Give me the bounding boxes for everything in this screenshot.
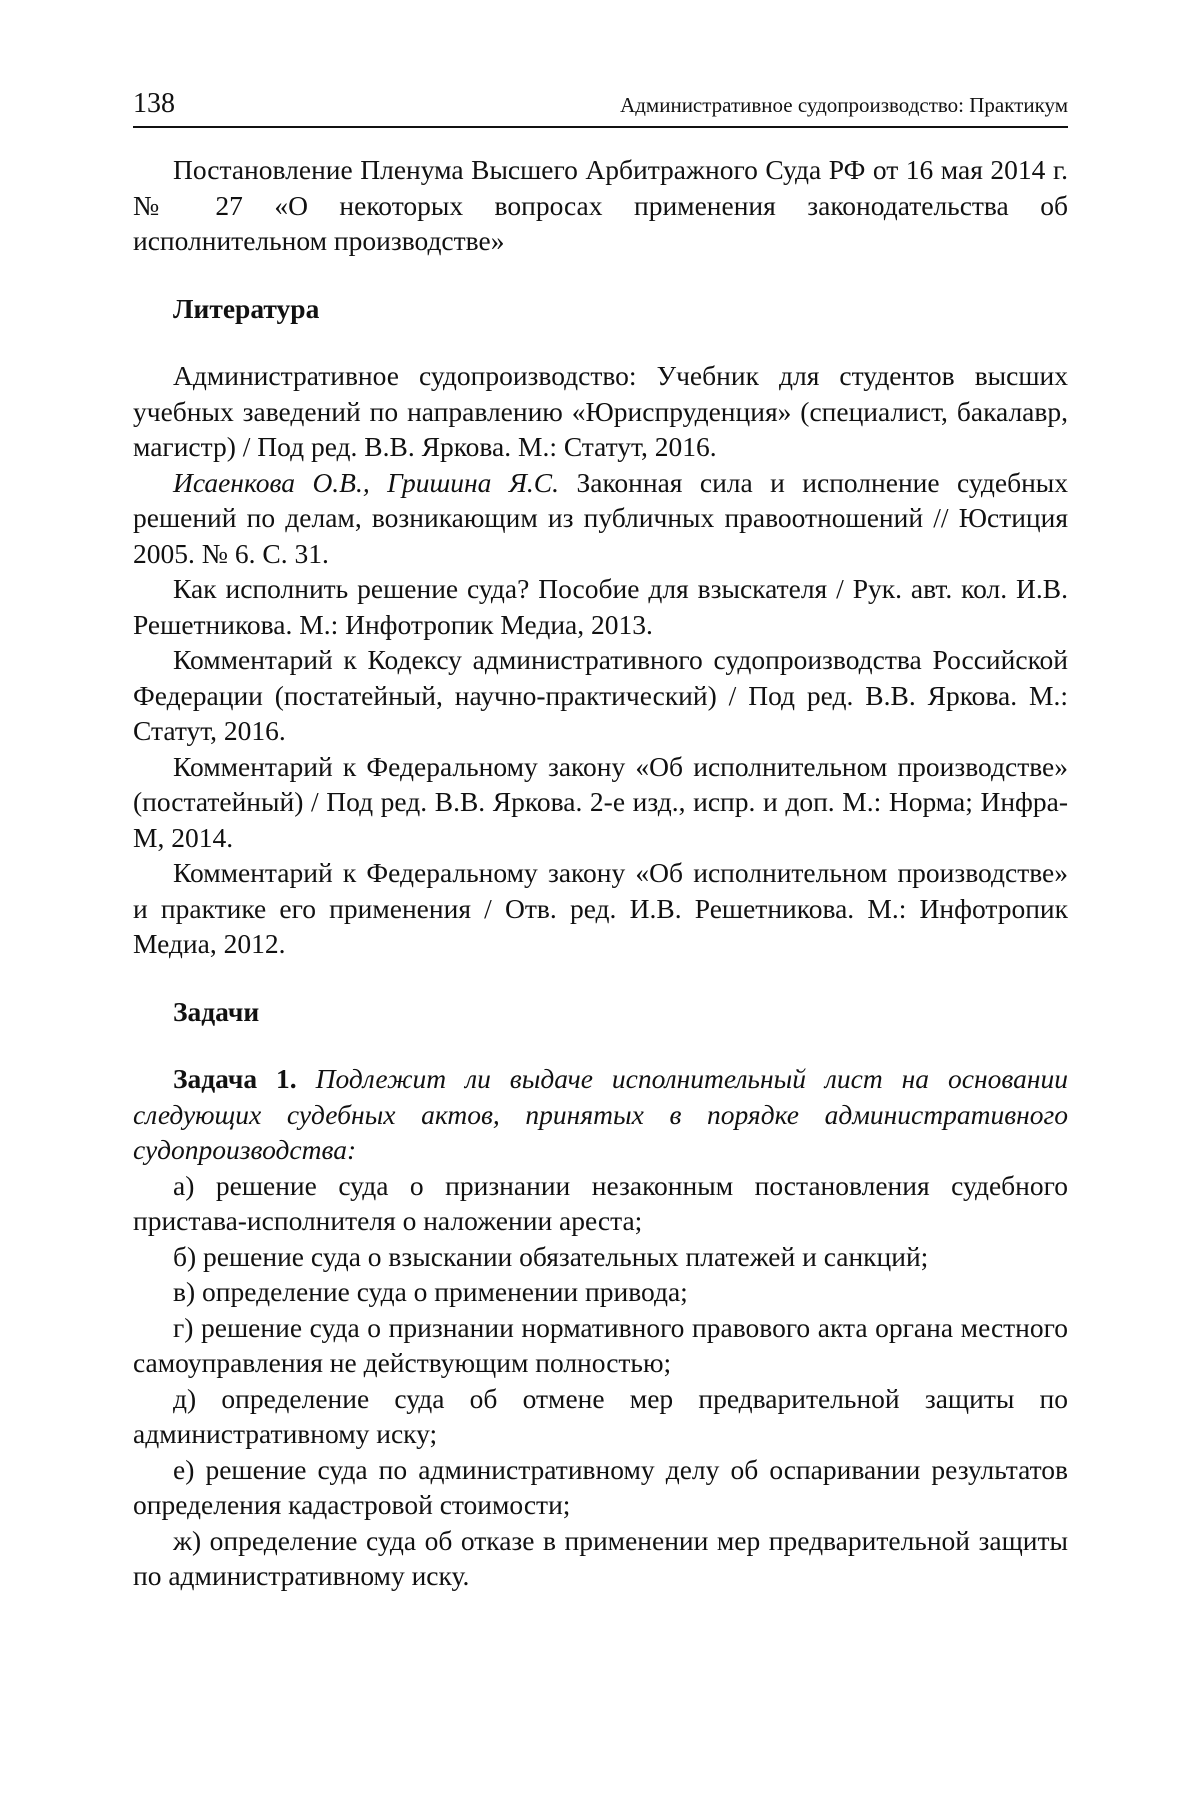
literature-item: [133, 642, 1068, 749]
book-page: [133, 78, 1068, 1768]
page-header: [133, 78, 1068, 128]
task-option: г) решение суда о признании нормативного правового акта органа местного самоуправления не действующим полностью;: [133, 1311, 1068, 1378]
literature-item-text: Комментарий к Кодексу административного судопроизводства Российской Федерации (постатейный, научно-практический) / Под ред. В.В. Яркова. М.: Статут, 2016.: [133, 644, 1068, 746]
literature-item: [133, 465, 1068, 572]
literature-item-text: Комментарий к Федеральному закону «Об исполнительном производстве» и практике его применения / Отв. ред. И.В. Решетникова. М.: Инфотропик Медиа, 2012.: [133, 857, 1068, 959]
task-1-question: [133, 1061, 1068, 1168]
literature-item-text: Как исполнить решение суда? Пособие для взыскателя / Рук. авт. кол. И.В. Решетникова. М.: Инфотропик Медиа, 2013.: [133, 573, 1068, 640]
literature-item-text: Законная сила и исполнение судебных решений по делам, возникающим из публичных правоотношений // Юстиция 2005. № 6. С. 31.: [133, 466, 1069, 569]
literature-item-text: Комментарий к Федеральному закону «Об исполнительном производстве» (постатейный) / Под ред. В.В. Яркова. 2-е изд., испр. и доп. М.: Норма; Инфра-М, 2014.: [133, 750, 1068, 853]
tasks-heading: Задачи: [173, 995, 260, 1027]
literature-heading: Литература: [173, 292, 320, 324]
intro-paragraph: Постановление Пленума Высшего Арбитражного Суда РФ от 16 мая 2014 г. № 27 «О некоторых вопросах применения законодательства об исполнительном производстве»: [133, 154, 1068, 256]
literature-item-text: Административное судопроизводство: Учебник для студентов высших учебных заведений по направлению «Юриспруденция» (специалист, бакалавр, магистр) / Под ред. В.В. Яркова. М.: Статут, 2016.: [133, 360, 1068, 462]
task-option: ж) определение суда об отказе в применении мер предварительной защиты по административному иску.: [133, 1524, 1068, 1591]
literature-item: [133, 749, 1068, 856]
task-option: б) решение суда о взыскании обязательных платежей и санкций;: [173, 1240, 929, 1272]
task-option: е) решение суда по административному делу об оспаривании результатов определения кадастровой стоимости;: [133, 1453, 1068, 1520]
task-label: Задача 1.: [173, 1063, 297, 1094]
literature-list: [133, 358, 1068, 962]
task-1: [133, 1061, 1068, 1594]
literature-item: [133, 855, 1068, 962]
task-option: д) определение суда об отмене мер предварительной защиты по административному иску;: [133, 1382, 1068, 1449]
literature-item-author: Исаенкова О.В., Гришина Я.С.: [173, 466, 560, 498]
literature-item: [133, 571, 1068, 642]
task-option: а) решение суда о признании незаконным постановления судебного пристава-исполнителя о наложении ареста;: [133, 1169, 1068, 1236]
page-body: [133, 152, 1068, 1594]
page-number: 138: [133, 88, 175, 119]
running-title: Административное судопроизводство: Практикум: [620, 93, 1068, 117]
task-option: в) определение суда о применении привода;: [173, 1276, 688, 1307]
literature-item: [133, 358, 1068, 465]
task-question-text: Подлежит ли выдаче исполнительный лист на основании следующих судебных актов, принятых в порядке административного судопроизводства:: [133, 1063, 1068, 1165]
